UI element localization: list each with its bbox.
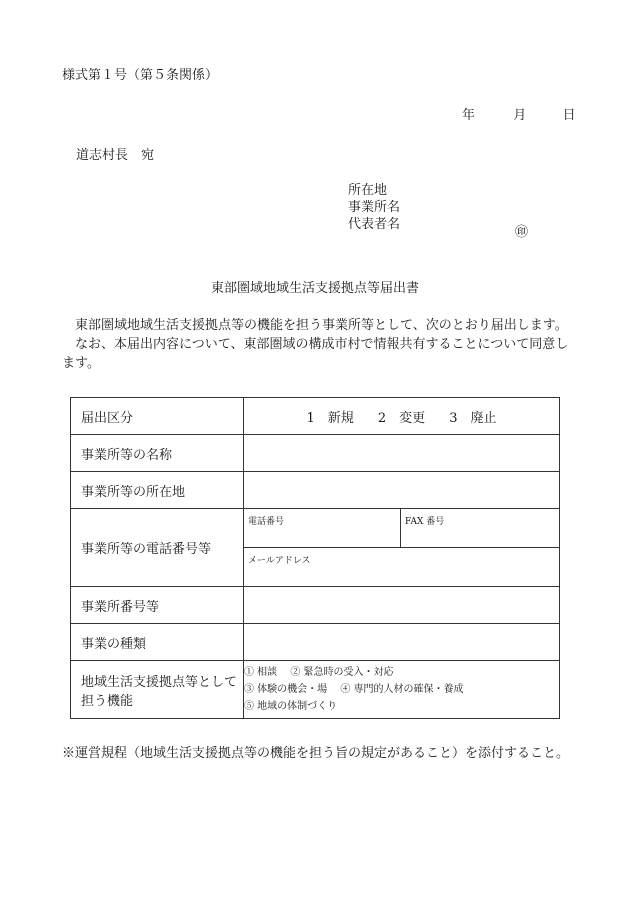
choice-change[interactable]: 2 変更 <box>377 410 426 426</box>
fax-field[interactable] <box>401 509 560 548</box>
choice-new[interactable]: 1 新規 <box>306 410 354 426</box>
table-row-office-number <box>71 587 560 624</box>
date-line <box>462 104 576 123</box>
phone-field[interactable] <box>244 509 401 548</box>
function-line-3: ⑤ 地域の体制づくり <box>244 701 338 712</box>
functions-row-label <box>71 661 244 719</box>
fax-sub-label: FAX 番号 <box>405 516 445 527</box>
office-number-row-label: 事業所番号等 <box>71 587 244 624</box>
applicant-block <box>348 182 400 233</box>
functions-list[interactable] <box>244 661 560 719</box>
table-row-business-type <box>71 624 560 661</box>
phone-sub-label: 電話番号 <box>248 516 285 527</box>
email-field[interactable] <box>244 548 560 587</box>
representative-label: 代表者名 <box>348 217 401 232</box>
table-row-phone <box>71 509 560 548</box>
table-row-address <box>71 472 560 509</box>
category-label: 届出区分 <box>71 398 244 435</box>
date-month-label: 月 <box>513 108 527 123</box>
table-row-functions <box>71 661 560 719</box>
office-name-row-label: 事業所等の名称 <box>71 435 244 472</box>
functions-label-line-1: 地域生活支援拠点等として <box>81 674 238 690</box>
footnote: ※運営規程（地域生活支援拠点等の機能を担う旨の規定があること）を添付すること。 <box>62 746 570 761</box>
office-name-label: 事業所名 <box>348 200 401 215</box>
business-type-field[interactable] <box>244 624 560 661</box>
office-name-field[interactable] <box>244 435 560 472</box>
business-type-row-label: 事業の種類 <box>71 624 244 661</box>
function-line-2: ③ 体験の機会・場 ④ 専門的人材の確保・養成 <box>244 684 464 695</box>
document-title: 東部圏域地域生活支援拠点等届出書 <box>210 281 419 296</box>
table-row-name <box>71 435 560 472</box>
seal-mark: ㊞ <box>515 225 529 240</box>
location-label: 所在地 <box>348 183 388 198</box>
form-number: 様式第１号（第５条関係） <box>62 68 219 83</box>
email-sub-label: メールアドレス <box>248 555 311 566</box>
function-line-1: ① 相談 ② 緊急時の受入・対応 <box>244 667 394 678</box>
office-number-field[interactable] <box>244 587 560 624</box>
date-day-label: 日 <box>562 108 576 123</box>
office-address-row-label: 事業所等の所在地 <box>71 472 244 509</box>
body-text <box>62 316 572 373</box>
body-paragraph-1: 東部圏域地域生活支援拠点等の機能を担う事業所等として、次のとおり届出します。 <box>75 318 568 333</box>
date-year-label: 年 <box>462 108 476 123</box>
choice-abolish[interactable]: 3 廃止 <box>449 410 497 426</box>
body-paragraph-2: なお、本届出内容について、東部圏域の構成市村で情報共有することについて同意します。 <box>62 337 569 371</box>
functions-label-line-2: 担う機能 <box>81 693 134 709</box>
phone-row-label: 事業所等の電話番号等 <box>71 509 244 587</box>
form-table <box>70 397 560 719</box>
office-address-field[interactable] <box>244 472 560 509</box>
category-choices[interactable] <box>244 398 560 435</box>
table-row-category <box>71 398 560 435</box>
addressee: 道志村長 宛 <box>76 148 155 163</box>
